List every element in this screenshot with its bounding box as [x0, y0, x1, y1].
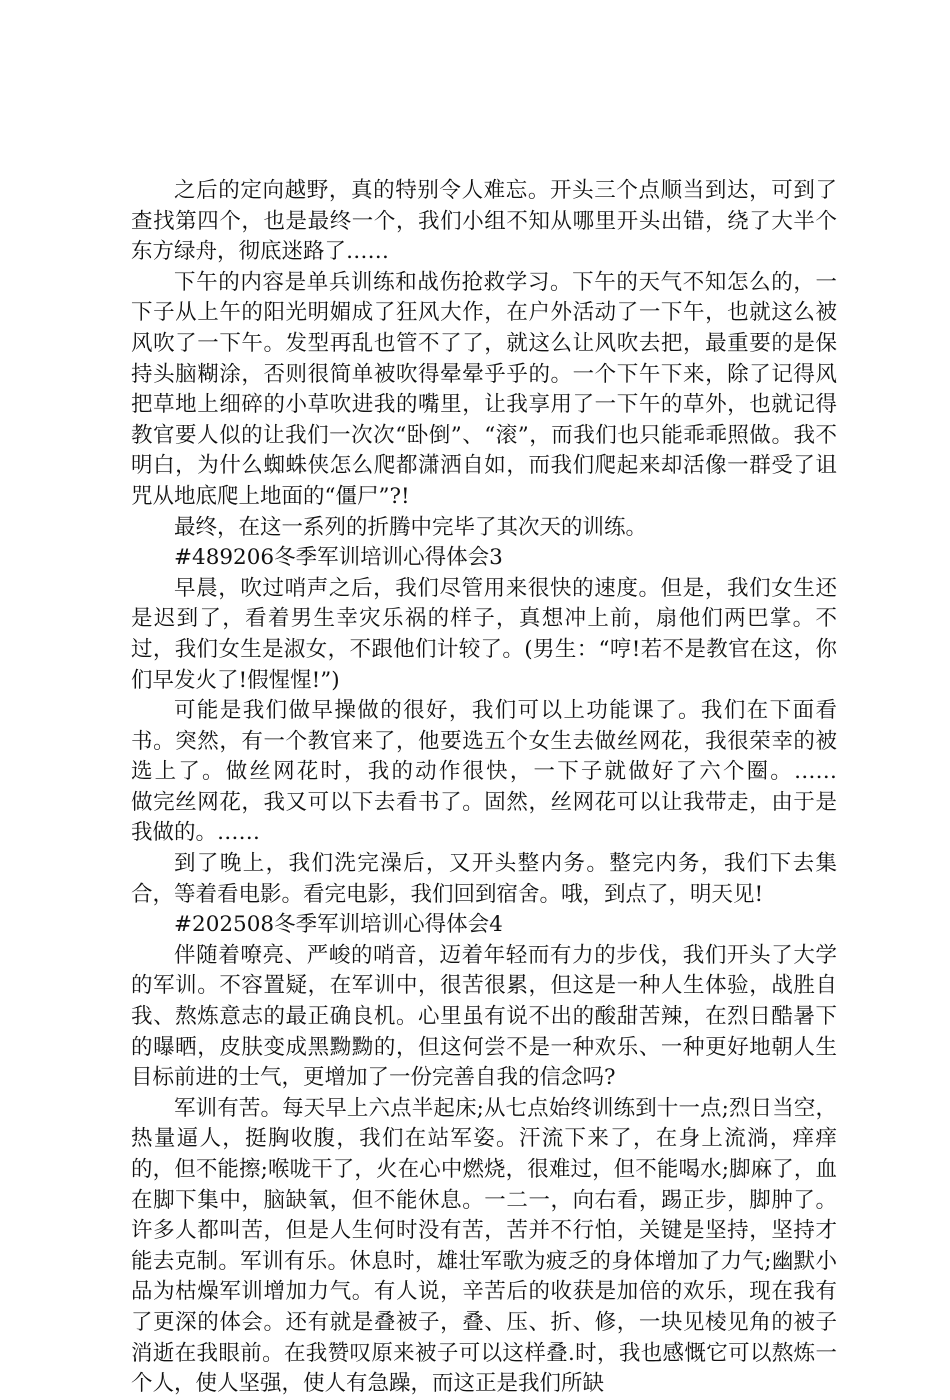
- paragraph-orienteering: 之后的定向越野，真的特别令人难忘。开头三个点顺当到达，可到了查找第四个，也是最终一个，我们小组不知从哪里开头出错，绕了大半个东方绿舟，彻底迷路了……: [131, 178, 837, 265]
- paragraph-afternoon-training: 下午的内容是单兵训练和战伤抢救学习。下午的天气不知怎么的，一下子从上午的阳光明媚成了狂风大作，在户外活动了一下午，也就这么被风吹了一下午。发型再乱也管不了了，就这么让风吹去把，最重要的是保持头脑糊涂，否则很简单被吹得晕晕乎乎的。一个下午下来，除了记得风把草地上细碎的小草吹进我的嘴里，让我享用了一下午的草外，也就记得教官要人似的让我们一次次“卧倒”、“滚”，而我们也只能乖乖照做。我不明白，为什么蜘蛛侠怎么爬都潇洒自如，而我们爬起来却活像一群受了诅咒从地底爬上地面的“僵尸”?!: [131, 269, 837, 509]
- section-heading-3: #489206冬季军训培训心得体会3: [174, 545, 503, 571]
- paragraph-silk-flowers: 可能是我们做早操做的很好，我们可以上功能课了。我们在下面看书。突然，有一个教官来了，他要选五个女生去做丝网花，我很荣幸的被选上了。做丝网花时，我的动作很快，一下子就做好了六个圈。…… 做完丝网花，我又可以下去看书了。固然，丝网花可以让我带走，由于是我做的。……: [131, 698, 881, 846]
- paragraph-hardship-and-joy: 军训有苦。每天早上六点半起床;从七点始终训练到十一点;烈日当空，热量逼人，挺胸收腹，我们在站军姿。汗流下来了，在身上流淌，痒痒的，但不能擦;喉咙干了，火在心中燃烧，很难过，但不能喝水;脚麻了，血在脚下集中，脑缺氧，但不能休息。一二一，向右看，踢正步，脚肿了。许多人都叫苦，但是人生何时没有苦，苦并不行怕，关键是坚持，坚持才能去克制。军训有乐。休息时，雄壮军歌为疲乏的身体增加了力气;幽默小品为枯燥军训增加力气。有人说，辛苦后的收获是加倍的欢乐，现在我有了更深的体会。还有就是叠被子，叠、压、折、修，一块见棱见角的被子消逝在我眼前。在我赞叹原来被子可以这样叠.时，我也感慨它可以熬炼一个人，使人坚强，使人有急躁，而这正是我们所缺: [131, 1095, 837, 1397]
- section-heading-4: #202508冬季军训培训心得体会4: [174, 912, 503, 938]
- paragraph-training-start: 伴随着嘹亮、严峻的哨音，迈着年轻而有力的步伐，我们开头了大学的军训。不容置疑，在军训中，很苦很累，但这是一种人生体验，战胜自我、熬炼意志的最正确良机。心里虽有说不出的酸甜苦辣，在烈日酷暑下的曝晒，皮肤变成黑黝黝的，但这何尝不是一种欢乐、一种更好地朝人生目标前进的士气，更增加了一份完善自我的信念吗?: [131, 942, 837, 1091]
- paragraph-morning: 早晨，吹过哨声之后，我们尽管用来很快的速度。但是，我们女生还是迟到了，看着男生幸灾乐祸的样子，真想冲上前，扇他们两巴掌。不过，我们女生是淑女，不跟他们计较了。(男生：“哼!若不是教官在这，你们早发火了!假惺惺!”): [131, 575, 837, 693]
- document-page: [131, 176, 881, 1400]
- paragraph-evening: 到了晚上，我们洗完澡后，又开头整内务。整完内务，我们下去集合，等着看电影。看完电影，我们回到宿舍。哦，到点了，明天见!: [131, 851, 837, 907]
- paragraph-day-end: 最终，在这一系列的折腾中完毕了其次天的训练。: [174, 514, 648, 540]
